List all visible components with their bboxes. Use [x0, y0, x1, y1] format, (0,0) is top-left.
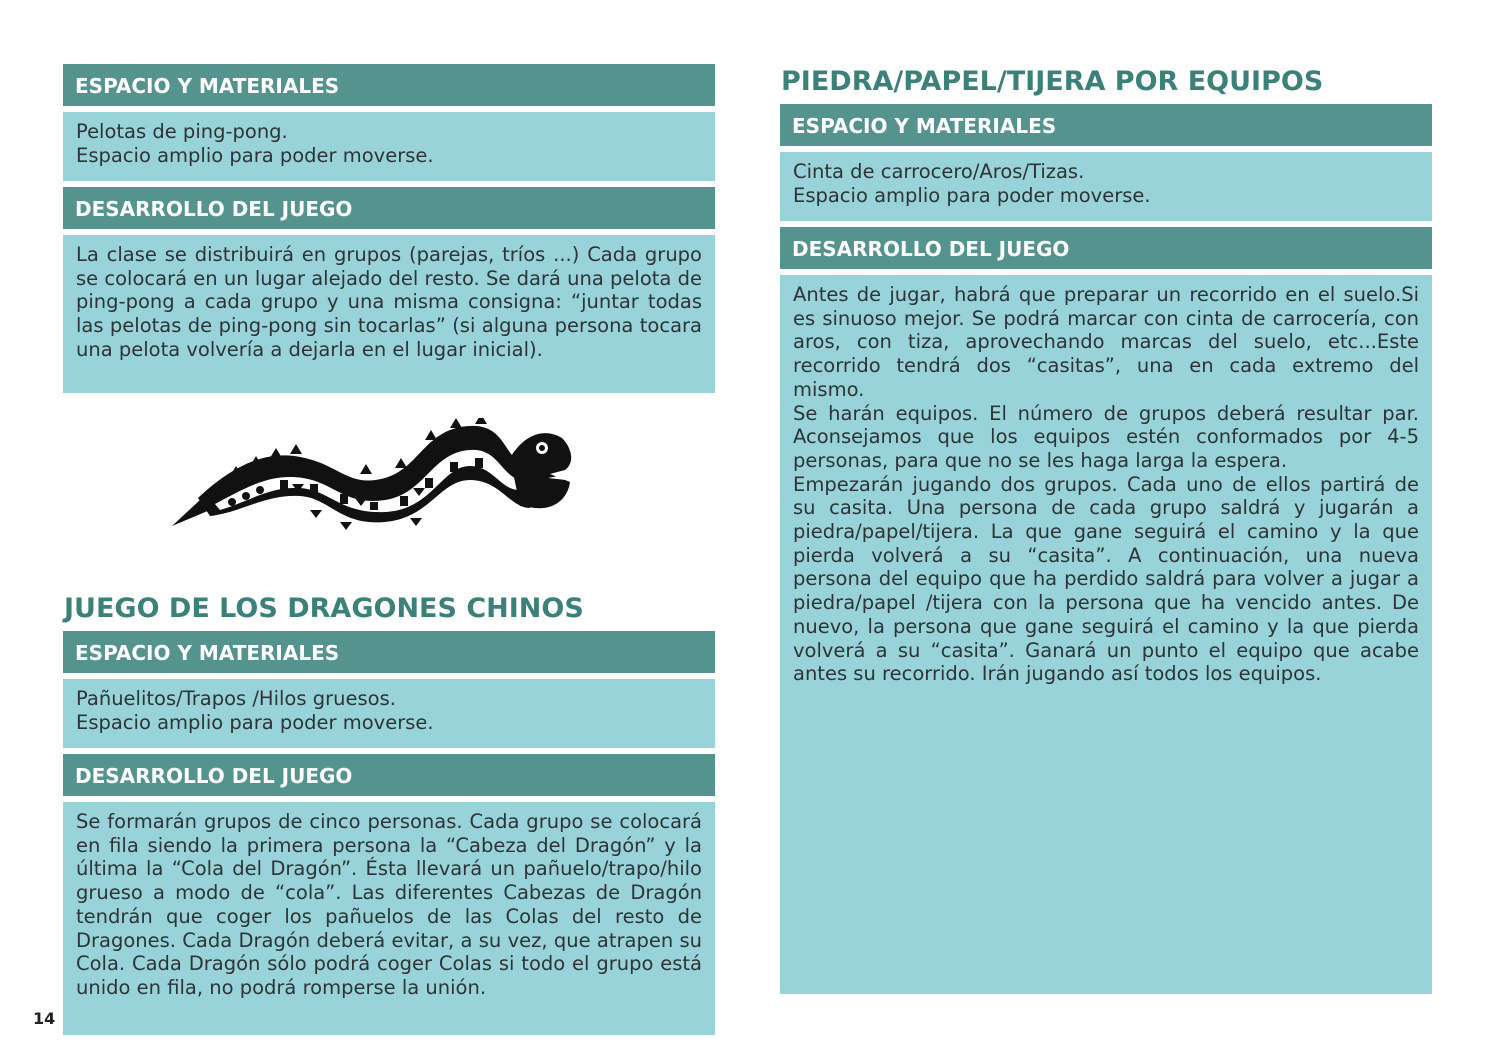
left-column: [63, 64, 715, 1041]
game-title: JUEGO DE LOS DRAGONES CHINOS: [64, 593, 584, 624]
development-header: DESARROLLO DEL JUEGO: [780, 227, 1432, 269]
materials-line: Espacio amplio para poder moverse.: [793, 183, 1151, 207]
materials-line: Cinta de carrocero/Aros/Tizas.: [793, 160, 1085, 183]
right-column: [780, 60, 1432, 1000]
materials-box: [780, 152, 1432, 221]
materials-line: Espacio amplio para poder moverse.: [76, 143, 434, 167]
development-text: La clase se distribuirá en grupos (parejas, tríos ...) Cada grupo se colocará en un lugar alejado del resto. Se dará una pelota de ping-pong a cada grupo y una misma consigna: “juntar todas las pelotas de ping-pong sin tocarlas” (si alguna persona tocara una pelota volvería a dejarla en el lugar inicial).: [76, 243, 702, 361]
page-number: 14: [33, 1009, 56, 1028]
materials-box: [63, 112, 715, 181]
development-header: DESARROLLO DEL JUEGO: [63, 187, 715, 229]
development-box: [63, 802, 715, 1035]
development-box: [63, 235, 715, 393]
development-box: [780, 275, 1432, 994]
materials-header: ESPACIO Y MATERIALES: [63, 64, 715, 106]
materials-line: Pelotas de ping-pong.: [76, 120, 288, 143]
development-paragraph: Se harán equipos. El número de grupos deberá resultar par. Aconsejamos que los equipos estén conformados por 4-5 personas, para que no se les haga larga la espera.: [793, 401, 1419, 472]
materials-box: [63, 679, 715, 748]
game-title: PIEDRA/PAPEL/TIJERA POR EQUIPOS: [781, 66, 1324, 97]
materials-header: ESPACIO Y MATERIALES: [63, 631, 715, 673]
development-paragraph: Empezarán jugando dos grupos. Cada uno de ellos partirá de su casita. Una persona de cada grupo saldrá y jugarán a piedra/papel/tijera. La que gane seguirá el camino y la que pierda volverá a su “casita”. A continuación, una nueva persona del equipo que ha perdido saldrá para volver a jugar a piedra/papel /tijera con la persona que ha vencido antes. De nuevo, la persona que gane seguirá el camino y la que pierda volverá a su “casita”. Ganará un punto el equipo que acabe antes su recorrido. Irán jugando así todos los equipos.: [793, 472, 1419, 686]
materials-header: ESPACIO Y MATERIALES: [780, 104, 1432, 146]
materials-line: Espacio amplio para poder moverse.: [76, 710, 434, 734]
development-text: Se formarán grupos de cinco personas. Cada grupo se colocará en fila siendo la primera persona la “Cabeza del Dragón” y la última la “Cola del Dragón”. Ésta llevará un pañuelo/trapo/hilo grueso a modo de “cola”. Las diferentes Cabezas de Dragón tendrán que coger los pañuelos de las Colas del resto de Dragones. Cada Dragón deberá evitar, a su vez, que atrapen su Cola. Cada Dragón sólo podrá coger Colas si todo el grupo está unido en fila, no podrá romperse la unión.: [76, 810, 702, 999]
materials-line: Pañuelitos/Trapos /Hilos gruesos.: [76, 687, 396, 710]
development-paragraph: Antes de jugar, habrá que preparar un recorrido en el suelo.Si es sinuoso mejor. Se podrá marcar con cinta de carrocería, con aros, con tiza, aprovechando marcas del suelo, etc...Este recorrido tendrá dos “casitas”, una en cada extremo del mismo.: [793, 283, 1419, 401]
development-header: DESARROLLO DEL JUEGO: [63, 754, 715, 796]
dragon-illustration: [170, 418, 575, 530]
